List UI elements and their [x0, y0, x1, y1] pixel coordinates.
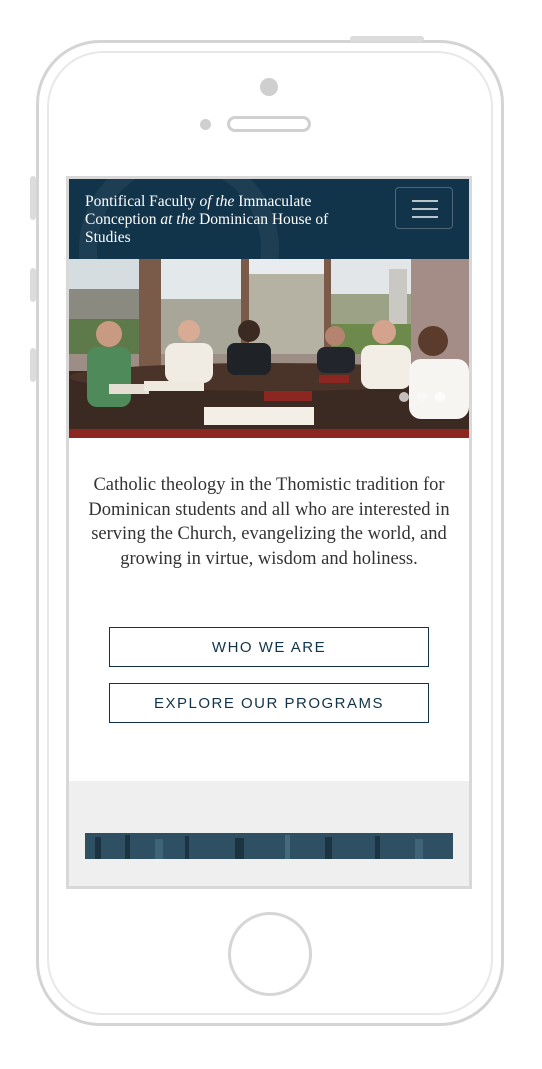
hero-image — [69, 259, 469, 429]
volume-down-button — [30, 348, 36, 382]
accent-bar — [69, 429, 469, 438]
hamburger-menu-icon — [412, 200, 438, 202]
phone-screen — [66, 176, 472, 889]
hamburger-menu-icon — [412, 208, 438, 210]
front-camera — [260, 78, 278, 96]
slide-dot[interactable] — [435, 392, 445, 402]
home-button[interactable] — [228, 912, 312, 996]
title-part: Immaculate Conception — [85, 193, 312, 228]
section-teaser-image — [85, 833, 453, 859]
earpiece-speaker — [227, 116, 311, 132]
hero-photo — [69, 259, 469, 429]
who-we-are-button[interactable]: WHO WE ARE — [109, 627, 429, 667]
explore-programs-button[interactable]: EXPLORE OUR PROGRAMS — [109, 683, 429, 723]
slide-dot[interactable] — [399, 392, 409, 402]
menu-toggle-button[interactable] — [395, 187, 453, 229]
intro-text: Catholic theology in the Thomistic tradition for Dominican students and all who are interested in serving the Church, evangelizing the world, and growing in virtue, wisdom and holiness. — [88, 475, 450, 569]
proximity-sensor — [200, 119, 211, 130]
mute-switch — [30, 176, 36, 220]
title-part-italic: at the — [160, 211, 196, 228]
title-part: Pontifical Faculty — [85, 193, 200, 210]
slide-dot-active[interactable] — [417, 392, 427, 402]
site-header — [69, 179, 469, 259]
title-part: Dominican House of Studies — [85, 211, 329, 246]
teaser-photo — [85, 833, 453, 859]
site-title-link[interactable] — [85, 193, 365, 247]
slider-dots — [399, 392, 445, 402]
volume-up-button — [30, 268, 36, 302]
power-button — [350, 36, 424, 42]
hamburger-menu-icon — [412, 216, 438, 218]
title-part-italic: of the — [199, 193, 235, 210]
